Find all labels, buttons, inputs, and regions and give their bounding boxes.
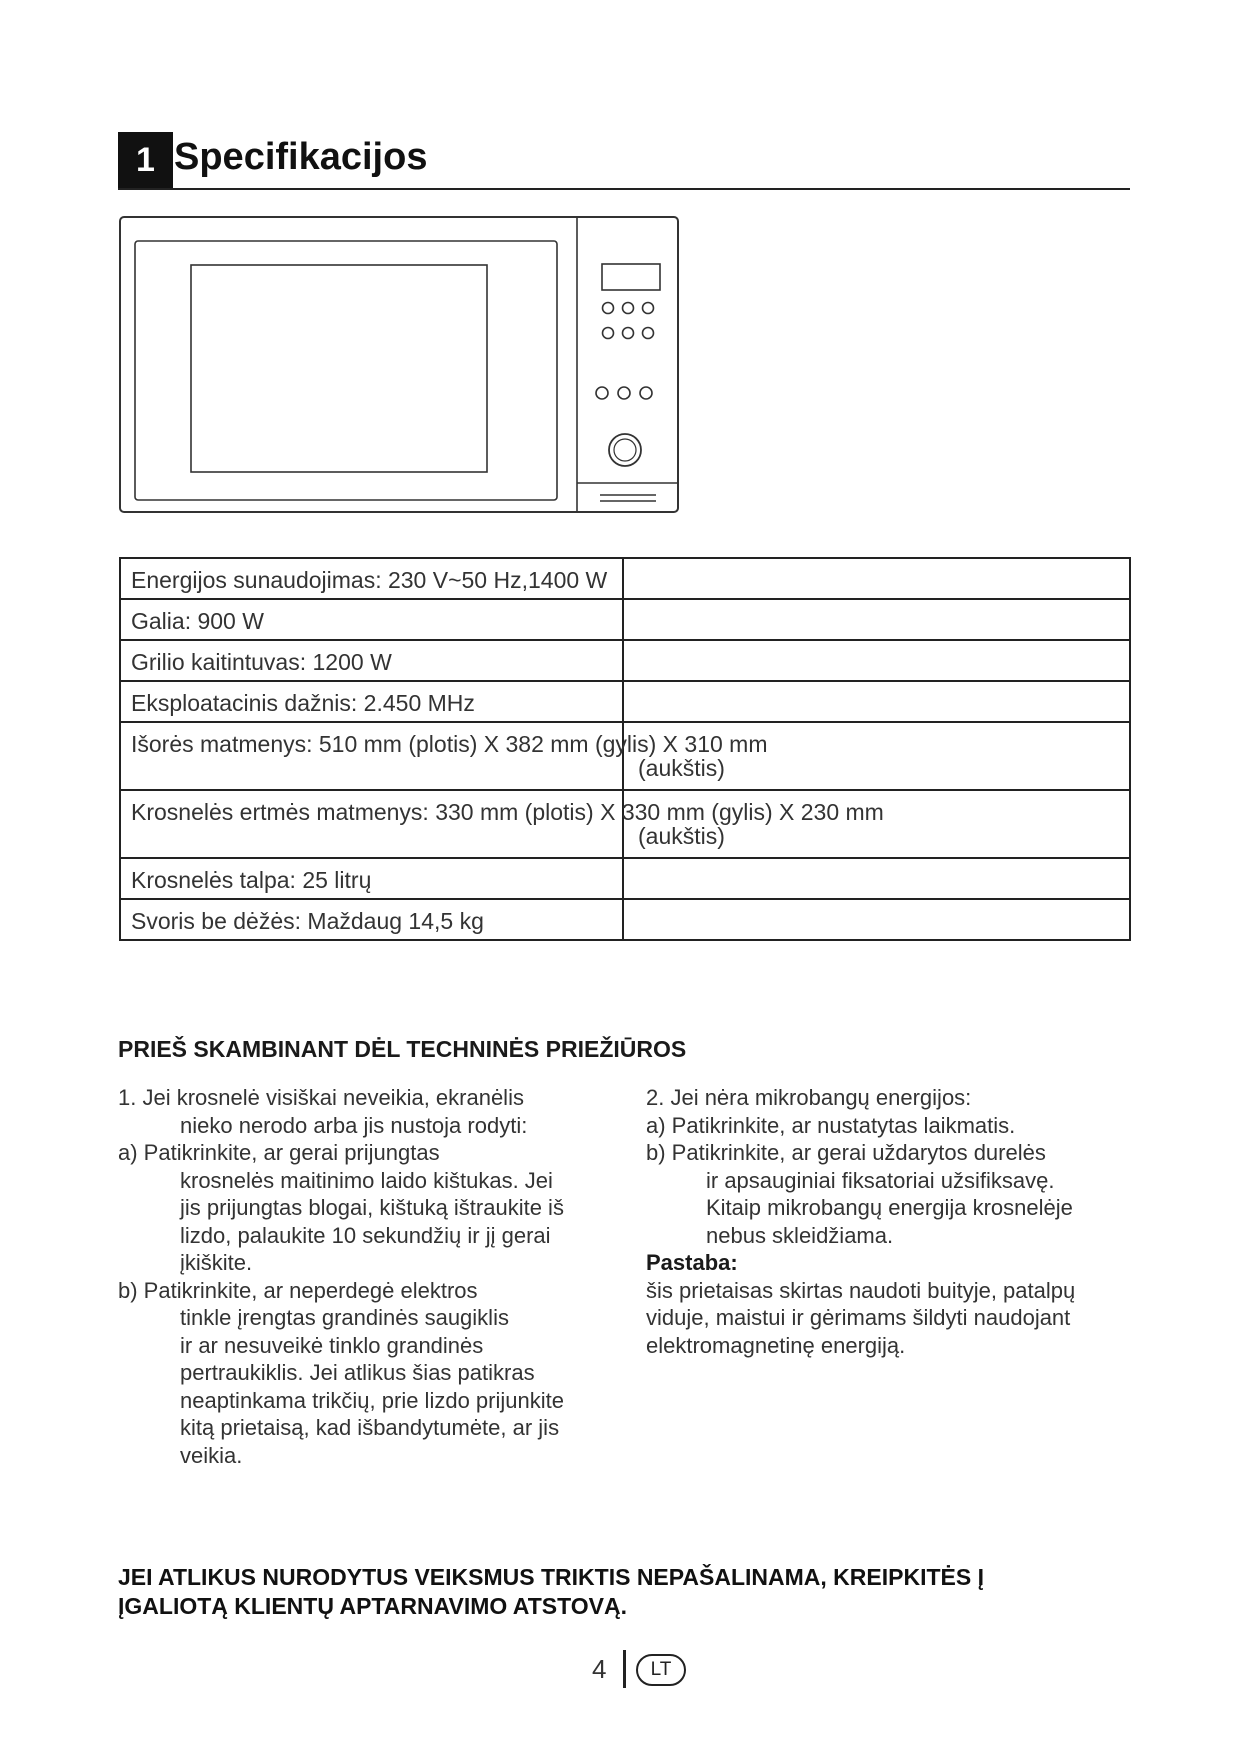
list-item-cont: kitą prietaisą, kad išbandytumėte, ar jis [180,1415,560,1440]
list-item-cont: ir ar nesuveikė tinklo grandinės [180,1332,484,1358]
page-number: 4 [592,1654,607,1684]
list-item: 2. Jei nėra mikrobangų energijos: [646,1085,972,1110]
note-text: elektromagnetinę energiją. [646,1332,906,1358]
spec-text: Eksploatacinis dažnis: 2.450 MHz [131,690,475,716]
list-item-cont: nieko nerodo arba jis nustoja rodyti: [180,1112,528,1138]
list-item: a) Patikrinkite, ar nustatytas laikmatis. [646,1112,1016,1138]
button-group-top [603,303,654,339]
panel-button [618,387,630,399]
spec-text: Krosnelės talpa: 25 litrų [131,867,372,893]
list-item-cont: krosnelės maitinimo laido kištukas. Jei [180,1167,553,1193]
list-item-cont: neaptinkama trikčių, prie lizdo prijunkite [180,1387,564,1413]
troubleshoot-left-column [118,1084,638,1469]
spec-row [120,722,1130,790]
spec-text: Grilio kaitintuvas: 1200 W [131,649,392,675]
button-group-bottom [596,387,652,399]
panel-button [643,303,654,314]
panel-button [623,328,634,339]
spec-row [120,899,1130,940]
spec-text: Energijos sunaudojimas: 230 V~50 Hz,1400 W [131,567,608,593]
language-badge: LT [636,1654,686,1686]
microwave-body [120,217,678,512]
panel-button [603,303,614,314]
microwave-illustration [118,215,688,520]
spec-row [120,858,1130,899]
note-text: šis prietaisas skirtas naudoti buityje, patalpų [646,1277,1076,1303]
list-item-cont: pertraukiklis. Jei atlikus šias patikras [180,1360,535,1385]
panel-button [640,387,652,399]
spec-text: Svoris be dėžės: Maždaug 14,5 kg [131,908,484,934]
footer-divider [623,1650,626,1688]
spec-row [120,681,1130,722]
panel-button [603,328,614,339]
microwave-window [191,265,487,472]
list-item: a) Patikrinkite, ar gerai prijungtas [118,1140,440,1165]
list-item: 1. Jei krosnelė visiškai neveikia, ekranėlis [118,1085,524,1110]
spec-text-cont: (aukštis) [638,755,725,781]
microwave-door [135,241,557,500]
final-notice [118,1563,1130,1621]
spec-row [120,558,1130,599]
list-item: b) Patikrinkite, ar neperdegė elektros [118,1277,478,1303]
list-item-cont: nebus skleidžiama. [706,1222,894,1248]
list-item-cont: ir apsauginiai fiksatoriai užsifiksavę. [706,1167,1055,1193]
service-heading: PRIEŠ SKAMBINANT DĖL TECHNINĖS PRIEŽIŪROS [118,1036,687,1062]
final-notice-line: JEI ATLIKUS NURODYTUS VEIKSMUS TRIKTIS NEPAŠALINAMA, KREIPKITĖS Į [118,1564,984,1590]
panel-button [596,387,608,399]
spec-text: Išorės matmenys: 510 mm (plotis) X 382 mm (gylis) X 310 mm [131,731,768,757]
specifications-table [119,557,1131,941]
spec-text: Krosnelės ertmės matmenys: 330 mm (plotis) X 330 mm (gylis) X 230 mm [131,799,884,825]
spec-text: Galia: 900 W [131,608,264,634]
list-item: b) Patikrinkite, ar gerai uždarytos durelės [646,1140,1046,1165]
display-window [602,264,660,290]
spec-text-cont: (aukštis) [638,823,725,849]
final-notice-line: ĮGALIOTĄ KLIENTŲ APTARNAVIMO ATSTOVĄ. [118,1593,627,1619]
section-number: 1 [118,132,173,188]
note-text: viduje, maistui ir gėrimams šildyti naudojant [646,1305,1071,1330]
control-dial-inner [614,439,636,461]
note-label: Pastaba: [646,1250,738,1275]
spec-row [120,790,1130,858]
list-item-cont: jis prijungtas blogai, kištuką ištraukite iš [180,1195,564,1220]
troubleshoot-right-column [646,1084,1136,1359]
panel-button [623,303,634,314]
spec-row [120,640,1130,681]
page-title: Specifikacijos [174,136,428,178]
list-item-cont: lizdo, palaukite 10 sekundžių ir jį gerai [180,1222,551,1248]
list-item-cont: įkiškite. [180,1250,253,1275]
list-item-cont: veikia. [180,1442,243,1468]
list-item-cont: tinkle įrengtas grandinės saugiklis [180,1305,509,1330]
spec-row [120,599,1130,640]
section-header [118,132,1130,190]
list-item-cont: Kitaip mikrobangų energija krosnelėje [706,1195,1073,1220]
panel-button [643,328,654,339]
